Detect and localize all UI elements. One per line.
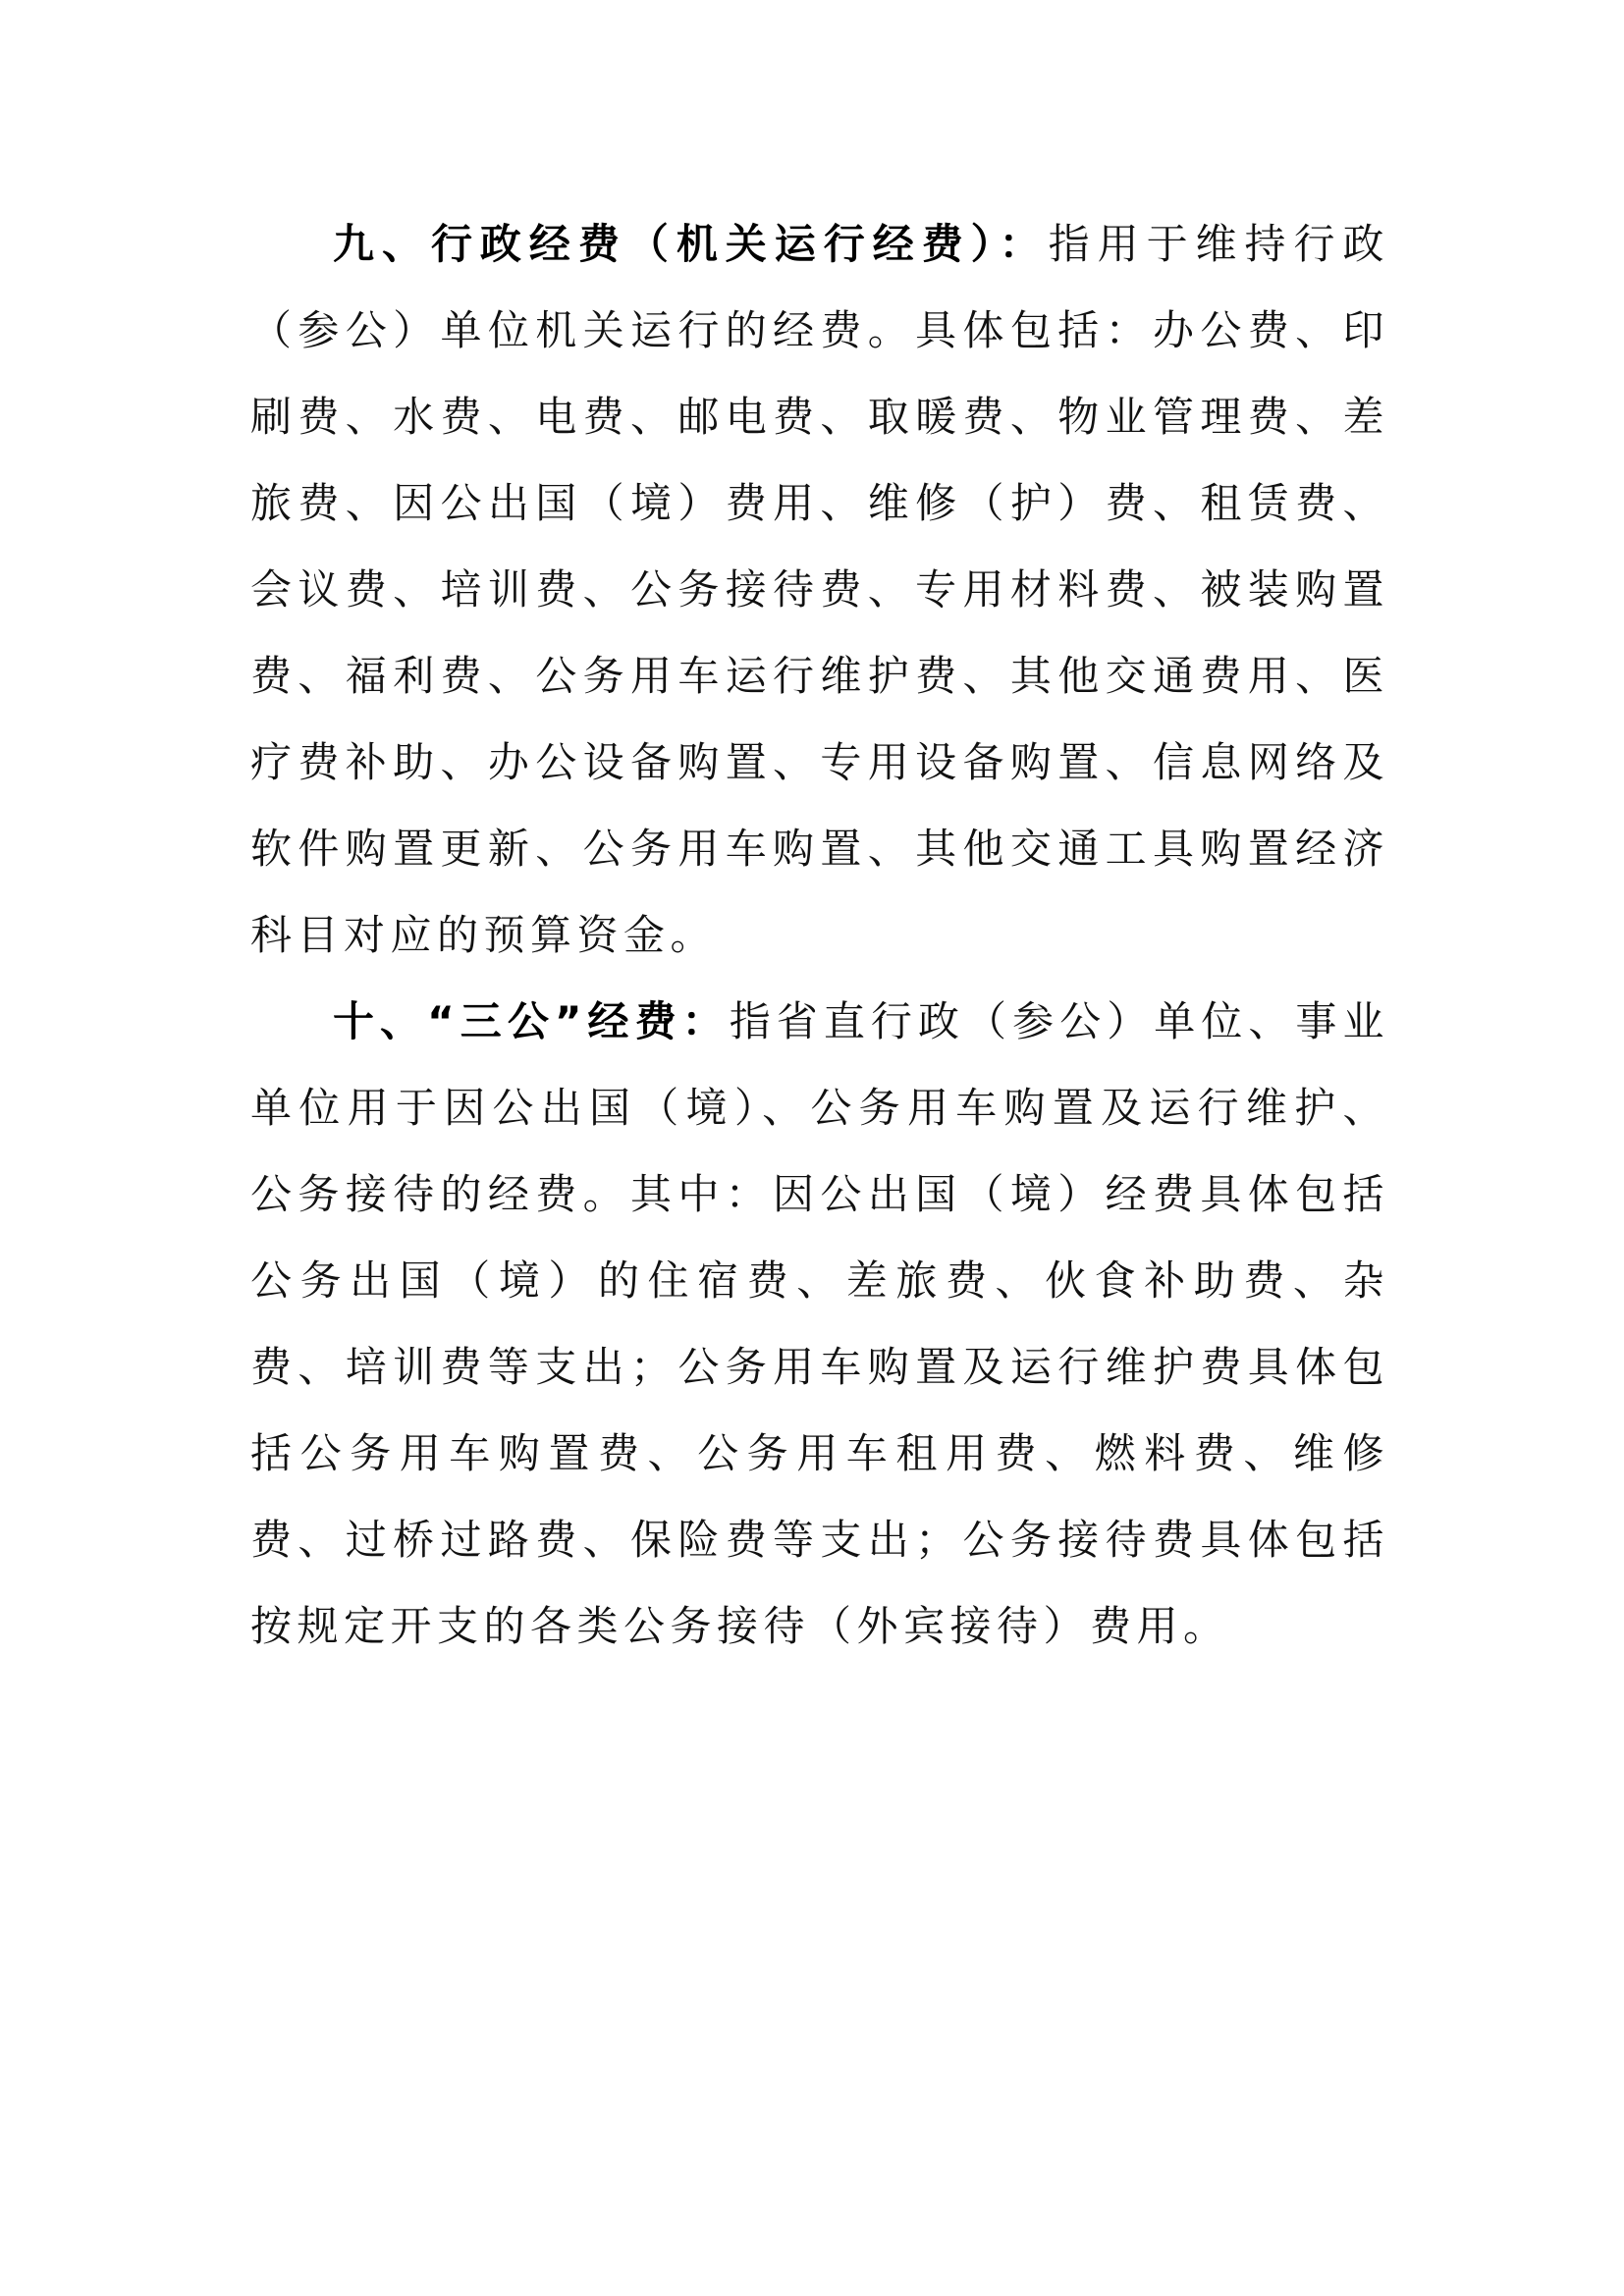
section-9-body: 指用于维持行政（参公）单位机关运行的经费。具体包括：办公费、印刷费、水费、电费、邮电费、取暖费、物业管理费、差旅费、因公出国（境）费用、维修（护）费、租赁费、会议费、培训费、公务接待费、专用材料费、被装购置费、福利费、公务用车运行维护费、其他交通费用、医疗费补助、办公设备购置、专用设备购置、信息网络及软件购置更新、公务用车购置、其他交通工具购置经济科目对应的预算资金。 (250, 220, 1389, 959)
section-9-paragraph (250, 201, 1389, 979)
section-9-heading: 九、行政经费（机关运行经费）： (333, 220, 1049, 268)
section-10-paragraph (250, 979, 1389, 1670)
section-10-body: 指省直行政（参公）单位、事业单位用于因公出国（境）、公务用车购置及运行维护、公务接待的经费。其中：因公出国（境）经费具体包括公务出国（境）的住宿费、差旅费、伙食补助费、杂费、培训费等支出；公务用车购置及运行维护费具体包括公务用车购置费、公务用车租用费、燃料费、维修费、过桥过路费、保险费等支出；公务接待费具体包括按规定开支的各类公务接待（外宾接待）费用。 (250, 997, 1389, 1650)
document-body (250, 201, 1389, 1670)
section-10-heading: 十、“三公”经费： (333, 997, 730, 1045)
